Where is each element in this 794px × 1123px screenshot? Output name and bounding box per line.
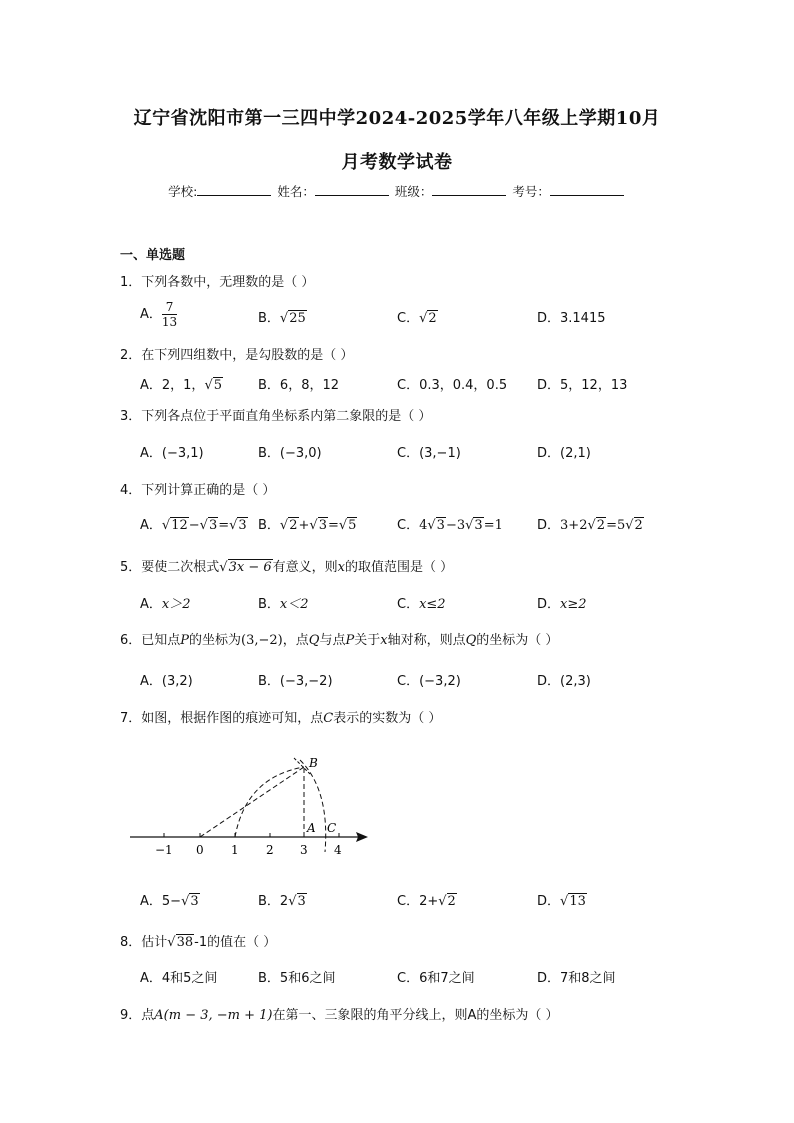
- class-label: 班级：: [394, 184, 433, 199]
- q5-stem-pre: 5．要使二次根式: [120, 560, 220, 575]
- q4-b-r2: 3: [318, 518, 327, 533]
- arc-B-to-C: [300, 760, 326, 852]
- tick-label-1: 1: [231, 843, 239, 857]
- q5-c-label: C．: [397, 597, 420, 612]
- q7-p1: 7．如图，根据作图的痕迹可知，点: [120, 711, 324, 726]
- q6-v5: Q: [465, 633, 477, 648]
- q4-d-r1: 2: [596, 518, 606, 533]
- exam-title-line1: 辽宁省沈阳市第一三四中学2024-2025学年八年级上学期10月: [133, 108, 661, 129]
- exam-no-label: 考号：: [512, 184, 550, 199]
- question-8-stem: [120, 931, 276, 950]
- q8-sqrt: √38: [167, 935, 194, 950]
- q9-var: A: [154, 1008, 164, 1023]
- q7-d-radicand: 13: [569, 894, 586, 909]
- q6-coord: (3,−2): [241, 633, 283, 648]
- question-3-stem: 3．下列各点位于平面直角坐标系内第二象限的是（ ）: [120, 409, 432, 424]
- point-label-B: B: [309, 756, 318, 770]
- q5-d-expr: x≥2: [560, 597, 587, 612]
- q6-v1: P: [180, 633, 190, 648]
- q2-option-d[interactable]: D．5，12，13: [537, 378, 628, 393]
- q6-option-b[interactable]: B．(−3,−2): [258, 674, 333, 689]
- question-1-stem: 1．下列各数中，无理数的是（ ）: [120, 275, 315, 290]
- q1-c-label: C．: [397, 311, 420, 326]
- q4-d-k1: 2: [579, 518, 588, 533]
- q4-d-r2: 2: [634, 518, 643, 533]
- school-label: 学校:: [168, 184, 198, 199]
- q5-stem-post: 的取值范围是（ ）: [344, 560, 454, 575]
- point-label-C: C: [327, 821, 337, 835]
- q7-option-b[interactable]: [258, 890, 307, 909]
- q4-b-label: B．: [258, 518, 280, 533]
- q2-a-sqrt: √5: [204, 378, 223, 393]
- q4-d-label: D．: [537, 518, 561, 533]
- q6-p1: 6．已知点: [120, 633, 181, 648]
- q7-b-sqrt: √3: [288, 894, 306, 909]
- q4-a-r3: 3: [238, 518, 247, 533]
- q7-option-d[interactable]: [537, 890, 587, 909]
- q4-c-result: 1: [494, 518, 503, 533]
- segment-0-to-B: [200, 767, 304, 837]
- q7-option-c[interactable]: [397, 890, 457, 909]
- q4-b-r3: 5: [348, 518, 357, 533]
- tick-label-3: 3: [300, 843, 308, 857]
- q4-c-label: C．: [397, 518, 420, 533]
- q8-option-a[interactable]: A．4和5之间: [140, 971, 218, 986]
- name-label: 姓名：: [277, 184, 315, 199]
- q5-b-expr: x＜2: [279, 597, 309, 612]
- q9-expr: (m − 3, −m + 1): [163, 1008, 273, 1023]
- q3-option-a[interactable]: A．(−3,1): [140, 446, 204, 461]
- q8-option-d[interactable]: D．7和8之间: [537, 971, 616, 986]
- q4-a-label: A．: [140, 518, 162, 533]
- q5-sqrt: √3x − 6: [219, 560, 272, 575]
- q3-option-b[interactable]: B．(−3,0): [258, 446, 322, 461]
- q9-post: 在第一、三象限的角平分线上，则A的坐标为（ ）: [272, 1008, 559, 1023]
- q7-c-sqrt: √2: [438, 894, 456, 909]
- q8-option-b[interactable]: B．5和6之间: [258, 971, 336, 986]
- q4-b-r1: 2: [289, 518, 298, 533]
- q8-radicand: 38: [176, 935, 194, 950]
- q6-v2: Q: [308, 633, 320, 648]
- q8-post: -1的值在（ ）: [194, 935, 277, 950]
- q4-d-k0: 3: [560, 518, 569, 533]
- q9-pre: 9．点: [120, 1008, 155, 1023]
- q2-a-radicand: 5: [213, 378, 223, 393]
- question-2-stem: 2．在下列四组数中，是勾股数的是（ ）: [120, 348, 354, 363]
- q6-p5: 关于: [354, 633, 381, 648]
- q2-option-b[interactable]: B．6，8，12: [258, 378, 340, 393]
- tick-label-2: 2: [266, 843, 274, 857]
- q1-b-label: B．: [258, 311, 280, 326]
- q1-b-radicand: 25: [289, 311, 306, 326]
- q4-b-expr: √2+√3=√5: [279, 518, 357, 533]
- q5-d-label: D．: [537, 597, 561, 612]
- q4-c-r1: 3: [436, 518, 445, 533]
- q7-p2: 表示的实数为（ ）: [333, 711, 442, 726]
- q6-v4: x: [380, 633, 388, 648]
- question-4-stem: 4．下列计算正确的是（ ）: [120, 483, 276, 498]
- q7-d-label: D．: [537, 894, 561, 909]
- section-heading: 一、单选题: [120, 248, 186, 263]
- q8-pre: 8．估计: [120, 935, 168, 950]
- q5-stem-mid: 有意义，则: [272, 560, 338, 575]
- q2-option-c[interactable]: C．0.3，0.4，0.5: [397, 378, 508, 393]
- q6-option-c[interactable]: C．(−3,2): [397, 674, 461, 689]
- q1-c-sqrt: √2: [419, 311, 437, 326]
- q5-b-label: B．: [258, 597, 280, 612]
- q4-a-r2: 3: [208, 518, 218, 533]
- q5-c-expr: x≤2: [419, 597, 446, 612]
- tick-label-minus1: −1: [155, 843, 173, 857]
- exam-title-line2: 月考数学试卷: [341, 152, 453, 173]
- tick-label-4: 4: [334, 843, 342, 857]
- q4-a-expr: √12−√3=√3: [161, 518, 247, 533]
- q7-d-sqrt: √13: [560, 894, 586, 909]
- q1-a-numerator: 7: [162, 300, 177, 315]
- q4-c-k1: 4: [419, 518, 428, 533]
- q5-radicand: 3x − 6: [228, 560, 272, 575]
- q1-b-sqrt: √25: [279, 311, 306, 326]
- q1-option-d[interactable]: D．3.1415: [537, 311, 606, 326]
- q7-v1: C: [323, 711, 334, 726]
- q7-b-label: B．2: [258, 894, 289, 909]
- q1-a-label: A．: [140, 307, 162, 322]
- q5-a-expr: x＞2: [161, 597, 191, 612]
- q8-option-c[interactable]: C．6和7之间: [397, 971, 475, 986]
- q6-p6: 轴对称，则点: [387, 633, 466, 648]
- q7-option-a[interactable]: [140, 890, 200, 909]
- q6-p4: 与点: [319, 633, 346, 648]
- q4-c-expr: 4√3−3√3=1: [419, 518, 503, 533]
- q4-a-r1: 12: [171, 518, 188, 533]
- q6-p2: 的坐标为: [189, 633, 242, 648]
- q4-c-k2: 3: [456, 518, 466, 533]
- q5-a-label: A．: [140, 597, 162, 612]
- q3-option-c[interactable]: C．(3,−1): [397, 446, 461, 461]
- q5-var: x: [337, 560, 345, 575]
- q6-v3: P: [345, 633, 355, 648]
- q3-option-d[interactable]: D．(2,1): [537, 446, 591, 461]
- q7-a-label: A．5−: [140, 894, 182, 909]
- q7-a-sqrt: √3: [181, 894, 199, 909]
- q6-p3: ，点: [282, 633, 309, 648]
- q2-a-label: A．2，1，: [140, 378, 205, 393]
- question-9-stem: [120, 1004, 559, 1023]
- point-label-A: A: [307, 821, 316, 835]
- tick-label-0: 0: [196, 843, 204, 857]
- q4-d-k2: 5: [616, 518, 626, 533]
- q7-c-label: C．2+: [397, 894, 439, 909]
- q6-option-a[interactable]: A．(3,2): [140, 674, 193, 689]
- arc-from-1: [235, 767, 304, 837]
- q1-c-radicand: 2: [428, 311, 437, 326]
- q7-a-radicand: 3: [190, 894, 199, 909]
- q4-c-r2: 3: [474, 518, 483, 533]
- q7-b-radicand: 3: [297, 894, 306, 909]
- q4-d-expr: 3+2√2=5√2: [560, 518, 643, 533]
- q1-a-denominator: 13: [161, 315, 178, 329]
- q6-p7: 的坐标为（ ）: [476, 633, 559, 648]
- q6-option-d[interactable]: D．(2,3): [537, 674, 591, 689]
- q7-c-radicand: 2: [447, 894, 456, 909]
